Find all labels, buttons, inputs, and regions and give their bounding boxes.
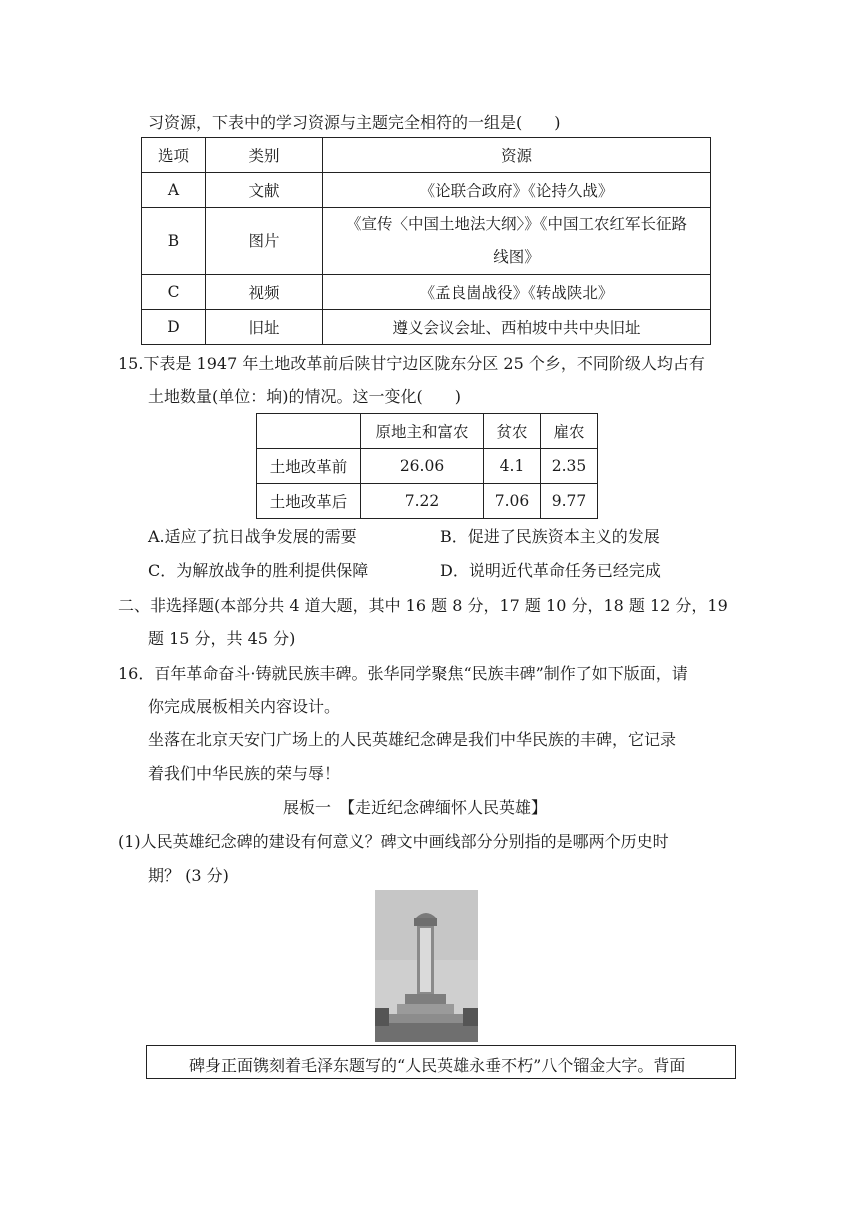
table-row	[142, 208, 711, 275]
section2-heading-line1: 二、非选择题(本部分共 4 道大题，其中 16 题 8 分，17 题 10 分，18 题 12 分，19	[118, 596, 728, 615]
q15-stem-line2: 土地数量(单位：垧)的情况。这一变化( )	[148, 387, 461, 406]
resource-line-1: 《宣传〈中国土地法大纲〉》《中国工农红军长征路	[345, 215, 687, 233]
option-c: C．为解放战争的胜利提供保障	[148, 561, 369, 580]
cell-value: 7.22	[361, 484, 484, 519]
cell-value: 4.1	[484, 449, 541, 484]
inscription-box	[146, 1045, 736, 1079]
option-a: A.适应了抗日战争发展的需要	[148, 527, 357, 546]
row-option: D	[142, 310, 206, 345]
row-option: B	[142, 208, 206, 275]
header-poor-peasant: 贫农	[484, 414, 541, 449]
row-category: 旧址	[206, 310, 323, 345]
row-label: 土地改革后	[257, 484, 361, 519]
resource-line-2: 线图》	[493, 248, 540, 266]
inscription-text: 碑身正面镌刻着毛泽东题写的“人民英雄永垂不朽”八个镏金大字。背面	[189, 1056, 686, 1075]
header-category: 类别	[206, 138, 323, 173]
header-option: 选项	[142, 138, 206, 173]
header-resource: 资源	[323, 138, 711, 173]
cell-value: 9.77	[541, 484, 598, 519]
land-table	[256, 413, 598, 519]
board-title: 展板一 【走近纪念碑缅怀人民英雄】	[283, 798, 548, 817]
q16-stem-line1: 16．百年革命奋斗·铸就民族丰碑。张华同学聚焦“民族丰碑”制作了如下版面，请	[118, 664, 688, 683]
row-category: 视频	[206, 275, 323, 310]
resource-table	[141, 137, 711, 345]
header-landlord: 原地主和富农	[361, 414, 484, 449]
sub-question-1-line1: (1)人民英雄纪念碑的建设有何意义？碑文中画线部分分别指的是哪两个历史时	[118, 832, 669, 851]
section2-heading-line2: 题 15 分，共 45 分)	[148, 629, 296, 648]
table-row	[142, 310, 711, 345]
sub-question-1-line2: 期？ (3 分)	[148, 866, 229, 885]
table-row	[142, 275, 711, 310]
q16-stem-line2: 你完成展板相关内容设计。	[148, 697, 341, 716]
cell-value: 7.06	[484, 484, 541, 519]
row-option: A	[142, 173, 206, 208]
intro-text: 习资源，下表中的学习资源与主题完全相符的一组是( )	[148, 113, 561, 132]
table-header-row	[142, 138, 711, 173]
table-row	[257, 449, 598, 484]
row-resource	[323, 208, 711, 275]
row-resource: 遵义会议会址、西柏坡中共中央旧址	[323, 310, 711, 345]
row-label: 土地改革前	[257, 449, 361, 484]
monument-image	[375, 890, 478, 1042]
cell-value: 2.35	[541, 449, 598, 484]
monument-photo	[375, 890, 478, 1042]
option-b: B．促进了民族资本主义的发展	[440, 527, 660, 546]
table-row	[257, 484, 598, 519]
row-category: 图片	[206, 208, 323, 275]
row-resource: 《孟良崮战役》《转战陕北》	[323, 275, 711, 310]
header-farmhand: 雇农	[541, 414, 598, 449]
q16-para-line1: 坐落在北京天安门广场上的人民英雄纪念碑是我们中华民族的丰碑，它记录	[148, 730, 677, 749]
table-header-row	[257, 414, 598, 449]
cell-value: 26.06	[361, 449, 484, 484]
header-blank	[257, 414, 361, 449]
option-d: D．说明近代革命任务已经完成	[440, 561, 661, 580]
row-option: C	[142, 275, 206, 310]
table-row	[142, 173, 711, 208]
q16-para-line2: 着我们中华民族的荣与辱！	[148, 764, 341, 783]
row-resource: 《论联合政府》《论持久战》	[323, 173, 711, 208]
row-category: 文献	[206, 173, 323, 208]
q15-stem-line1: 15.下表是 1947 年土地改革前后陕甘宁边区陇东分区 25 个乡，不同阶级人均占有	[118, 354, 705, 373]
